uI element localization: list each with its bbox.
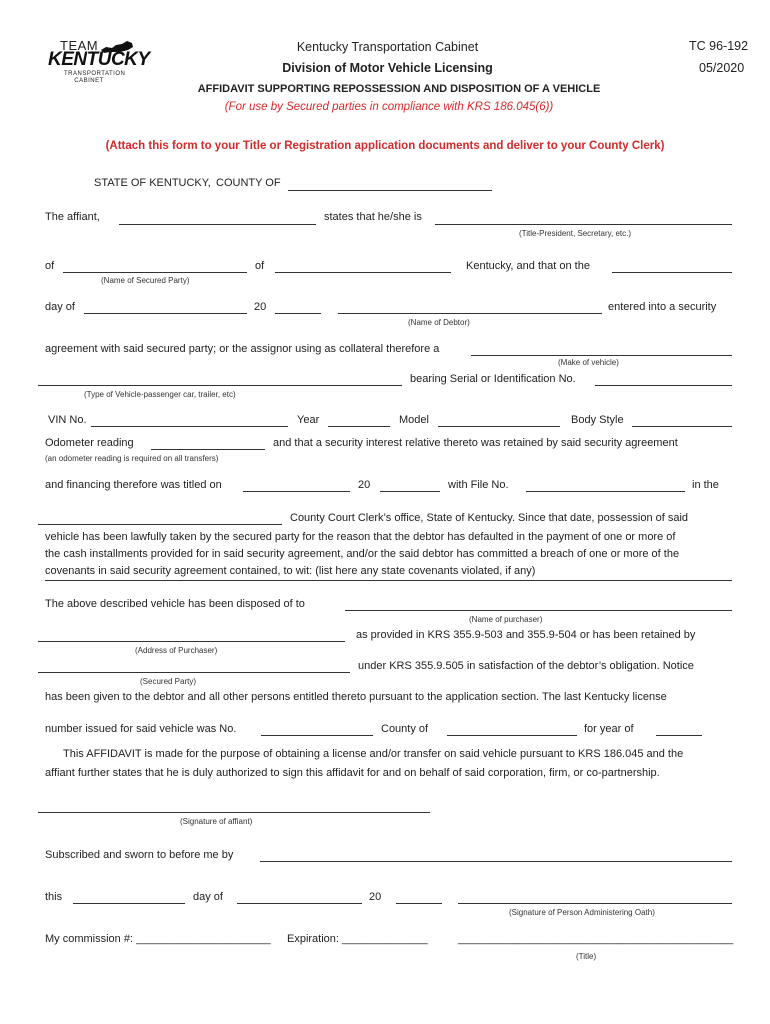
division-name: Division of Motor Vehicle Licensing (282, 61, 493, 75)
covenants-field[interactable] (45, 580, 732, 581)
oath-signature-field[interactable] (458, 903, 732, 904)
expiration-field[interactable]: Expiration: ______________ (287, 933, 428, 945)
of-label-2: of (255, 260, 265, 272)
logo-team-text: TEAM (60, 38, 99, 53)
security-interest-text: and that a security interest relative thereto was retained by said security agreement (273, 437, 678, 449)
vehicle-year-field[interactable] (328, 426, 390, 427)
vehicle-type-field[interactable] (38, 385, 402, 386)
secured-party-city-field[interactable] (275, 272, 451, 273)
year-label: Year (297, 414, 320, 426)
odometer-field[interactable] (151, 449, 265, 450)
form-date: 05/2020 (699, 61, 745, 75)
oath-month-field[interactable] (237, 903, 362, 904)
odometer-label: Odometer reading (45, 437, 134, 449)
signature-caption: (Signature of affiant) (180, 817, 253, 826)
model-label: Model (399, 414, 429, 426)
vin-field[interactable] (91, 426, 288, 427)
logo-dept-text: TRANSPORTATION CABINET (64, 71, 126, 84)
state-of-label: STATE OF KENTUCKY, (94, 177, 211, 189)
month-field[interactable] (84, 313, 247, 314)
in-the-label: in the (692, 479, 719, 491)
attach-instruction: (Attach this form to your Title or Registration application documents and deliver to your County Clerk) (105, 140, 665, 152)
vin-label: VIN No. (48, 414, 87, 426)
notice-text: has been given to the debtor and all other persons entitled thereto pursuant to the application section. The last Kentucky license (45, 691, 667, 703)
address-caption: (Address of Purchaser) (135, 646, 218, 655)
financing-label: and financing therefore was titled on (45, 479, 222, 491)
bearing-serial-label: bearing Serial or Identification No. (410, 373, 576, 385)
year-field-2[interactable] (380, 491, 440, 492)
secured-party-caption: (Name of Secured Party) (101, 276, 190, 285)
of-label-1: of (45, 260, 55, 272)
affiant-label: The affiant, (45, 211, 100, 223)
debtor-name-field[interactable] (338, 313, 602, 314)
titled-on-field[interactable] (243, 491, 350, 492)
license-year-field[interactable] (656, 735, 702, 736)
county-of-label: COUNTY OF (216, 177, 281, 189)
day-field[interactable] (612, 272, 732, 273)
day-of-label: day of (45, 301, 75, 313)
body-style-field[interactable] (632, 426, 732, 427)
sworn-by-field[interactable] (260, 861, 732, 862)
logo-state-text: KENTUCKY (48, 49, 150, 70)
license-county-label: County of (381, 723, 429, 735)
secured-party-field[interactable] (63, 272, 247, 273)
subscribed-label: Subscribed and sworn to before me by (45, 849, 234, 861)
title-caption-2: (Title) (576, 952, 597, 961)
county-clerk-field[interactable] (38, 524, 282, 525)
affiant-signature-field[interactable] (38, 812, 430, 813)
for-year-of-label: for year of (584, 723, 634, 735)
oath-caption: (Signature of Person Administering Oath) (509, 908, 655, 917)
entered-into-label: entered into a security (608, 301, 717, 313)
krs-under-text: under KRS 355.9.505 in satisfaction of the debtor’s obligation. Notice (358, 660, 694, 672)
day-of-label-2: day of (193, 891, 223, 903)
default-paragraph-line-4: covenants in said security agreement contained, to wit: (list here any state covenants violated, if any) (45, 565, 536, 577)
body-style-label: Body Style (571, 414, 624, 426)
agreement-text: agreement with said secured party; or the assignor using as collateral therefore a (45, 343, 440, 355)
twenty-label-3: 20 (369, 891, 382, 903)
purchaser-caption: (Name of purchaser) (469, 615, 543, 624)
year-field-1[interactable] (275, 313, 321, 314)
affidavit-statement-line-2: affiant further states that he is duly authorized to sign this affidavit for and on behalf of said corporation, firm, or co-partnership. (45, 767, 660, 779)
form-title: AFFIDAVIT SUPPORTING REPOSSESSION AND DISPOSITION OF A VEHICLE (197, 83, 601, 95)
file-no-label: with File No. (448, 479, 509, 491)
notary-title-field[interactable]: _____________________________________________ (458, 933, 734, 945)
license-county-field[interactable] (447, 735, 577, 736)
serial-number-field[interactable] (595, 385, 732, 386)
title-caption: (Title-President, Secretary, etc.) (519, 229, 632, 238)
twenty-label-1: 20 (254, 301, 267, 313)
disposed-of-label: The above described vehicle has been disposed of to (45, 598, 305, 610)
form-subtitle: (For use by Secured parties in compliance with KRS 186.045(6)) (224, 101, 554, 113)
affiant-name-field[interactable] (119, 224, 316, 225)
secured-party-caption-2: (Secured Party) (140, 677, 197, 686)
purchaser-address-field[interactable] (38, 641, 345, 642)
make-caption: (Make of vehicle) (558, 358, 619, 367)
affiant-title-field[interactable] (435, 224, 732, 225)
form-number: TC 96-192 (689, 39, 749, 53)
retaining-secured-party-field[interactable] (38, 672, 350, 673)
oath-day-field[interactable] (73, 903, 185, 904)
states-that-label: states that he/she is (324, 211, 422, 223)
default-paragraph-line-3: the cash installments provided for in said security agreement, and/or the said debtor has committed a breach of one or more of the (45, 548, 680, 560)
oath-year-field[interactable] (396, 903, 442, 904)
commission-field[interactable]: My commission #: ______________________ (45, 933, 271, 945)
county-clerk-text: County Court Clerk’s office, State of Kentucky. Since that date, possession of said (290, 512, 689, 524)
agency-name: Kentucky Transportation Cabinet (296, 40, 479, 54)
license-no-label: number issued for said vehicle was No. (45, 723, 237, 735)
vehicle-type-caption: (Type of Vehicle-passenger car, trailer, etc) (84, 390, 236, 399)
license-no-field[interactable] (261, 735, 373, 736)
twenty-label-2: 20 (358, 479, 371, 491)
purchaser-name-field[interactable] (345, 610, 732, 611)
default-paragraph-line-2: vehicle has been lawfully taken by the secured party for the reason that the debtor has defaulted in the payment of one or more of (45, 531, 676, 543)
debtor-caption: (Name of Debtor) (408, 318, 470, 327)
county-field[interactable] (288, 190, 492, 191)
krs-provided-text: as provided in KRS 355.9-503 and 355.9-504 or has been retained by (356, 629, 696, 641)
file-no-field[interactable] (526, 491, 685, 492)
this-label: this (45, 891, 63, 903)
odometer-caption: (an odometer reading is required on all transfers) (45, 454, 219, 463)
affidavit-statement-line-1: This AFFIDAVIT is made for the purpose of obtaining a license and/or transfer on said vehicle pursuant to KRS 186.045 and the (63, 748, 684, 760)
kentucky-on-the-label: Kentucky, and that on the (466, 260, 590, 272)
model-field[interactable] (438, 426, 560, 427)
make-field[interactable] (471, 355, 732, 356)
